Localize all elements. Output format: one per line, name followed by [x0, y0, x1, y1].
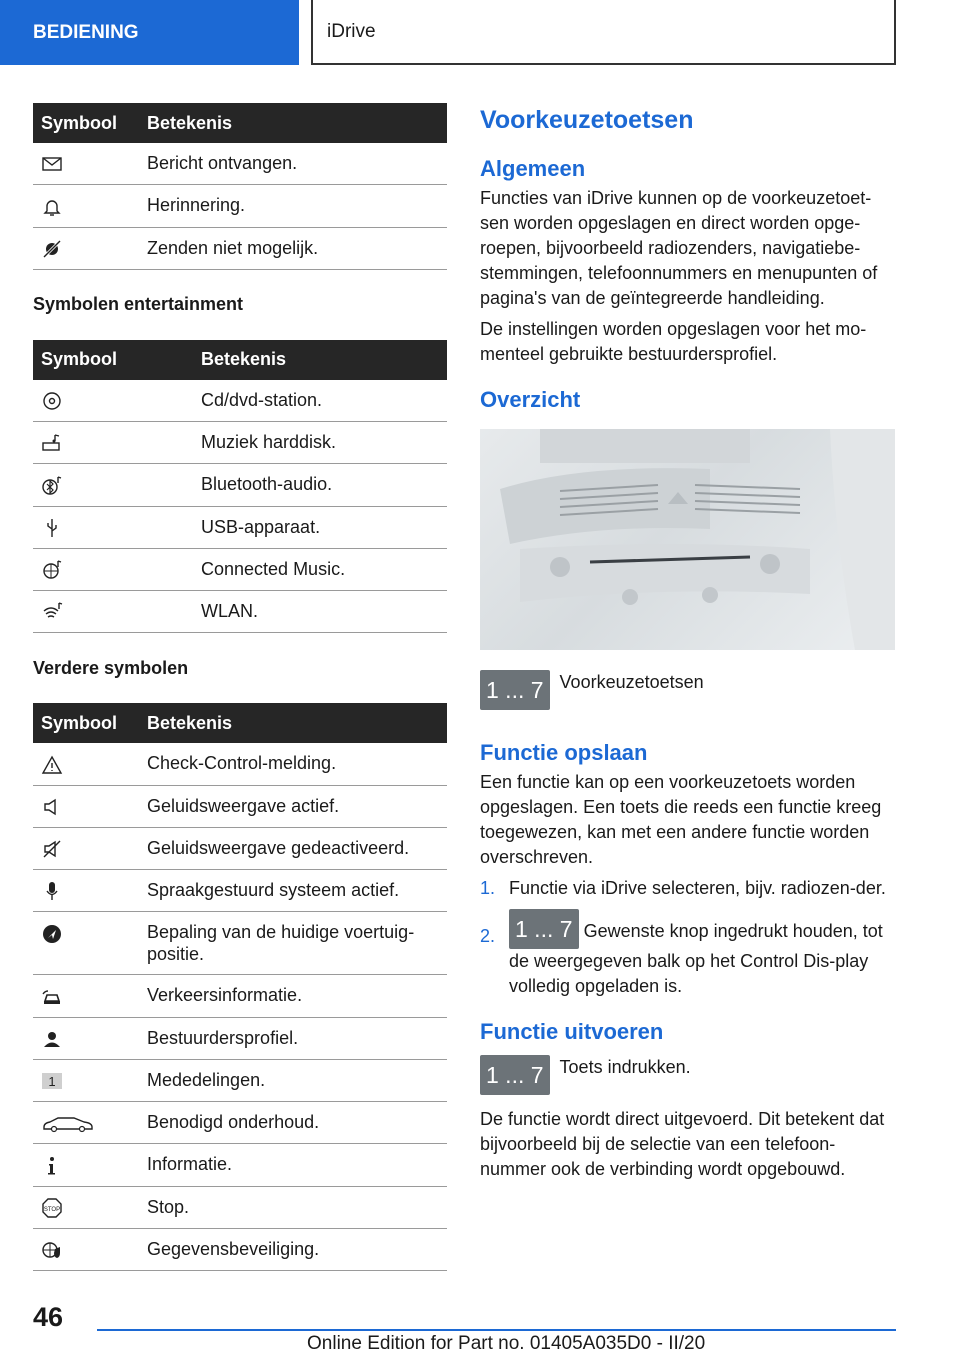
row-text: Zenden niet mogelijk. [139, 227, 447, 269]
section-heading-other: Verdere symbolen [33, 657, 189, 678]
row-text: Benodigd onderhoud. [139, 1102, 447, 1144]
table-row [33, 506, 447, 548]
save-steps [480, 876, 896, 999]
step-text: Functie via iDrive selecteren, bijv. radiozen-der. [509, 878, 886, 898]
table-row [33, 380, 447, 422]
general-paragraph-1: Functies van iDrive kunnen op de voorkeuzetoet-sen worden opgeslagen en direct worden opge-roepen, bijvoorbeeld radiozenders, navigatiebe-stemmingen, telefoonnummers en menupunten of pagina's van de geïntegreerde handleiding. [480, 188, 878, 308]
row-text: Verkeersinformatie. [139, 975, 447, 1017]
row-text: Stop. [139, 1186, 447, 1228]
heading-execute-function: Functie uitvoeren [480, 1019, 664, 1044]
bell-icon [41, 196, 63, 218]
svg-text:STOP: STOP [43, 1206, 61, 1213]
section-heading-entertainment: Symbolen entertainment [33, 294, 244, 315]
execute-paragraph: De functie wordt direct uitgevoerd. Dit betekent dat bijvoorbeeld bij de selectie van een telefoon-nummer ook de verbinding wordt opgebouwd. [480, 1109, 885, 1179]
page-title: Voorkeuzetoetsen [480, 106, 694, 134]
step-number: 1. [480, 878, 496, 898]
row-text: USB-apparaat. [193, 506, 447, 548]
row-text: Bestuurdersprofiel. [139, 1017, 447, 1059]
save-paragraph: Een functie kan op een voorkeuzetoets worden opgeslagen. Een toets die reeds een functie kreeg toegewezen, kan met een andere functie worden overschreven. [480, 772, 882, 867]
topic-title: iDrive [327, 20, 376, 42]
footer-divider [97, 1329, 896, 1331]
row-text: Bepaling van de huidige voertuig-positie. [139, 912, 447, 975]
speaker-muted-icon [41, 838, 63, 860]
data-protection-icon [41, 1239, 63, 1261]
col-header-symbol: Symbool [33, 340, 193, 380]
speaker-icon [41, 796, 63, 818]
general-paragraph-2: De instellingen worden opgeslagen voor het mo-menteel gebruikte bestuurdersprofiel. [480, 319, 867, 364]
table-row [33, 785, 447, 827]
table-row [33, 227, 447, 269]
stop-icon [41, 1197, 63, 1219]
row-text: Gegevensbeveiliging. [139, 1228, 447, 1270]
photo-caption: Voorkeuzetoetsen [559, 672, 704, 692]
message-number-label: 1 [48, 1074, 56, 1089]
usb-icon [41, 517, 63, 539]
driver-profile-icon [41, 1028, 63, 1050]
table-row [33, 591, 447, 633]
table-row [33, 870, 447, 912]
info-icon [41, 1155, 63, 1177]
disc-icon [41, 390, 63, 412]
col-header-meaning: Betekenis [139, 703, 447, 743]
col-header-meaning: Betekenis [193, 340, 447, 380]
microphone-icon [41, 880, 63, 902]
row-text: Geluidsweergave gedeactiveerd. [139, 827, 447, 869]
message-symbols-table [33, 103, 447, 270]
envelope-icon [41, 153, 63, 175]
topic-tab [311, 0, 896, 65]
row-text: Mededelingen. [139, 1059, 447, 1101]
table-row [33, 185, 447, 227]
connected-music-icon [41, 559, 63, 581]
heading-general: Algemeen [480, 156, 586, 181]
traffic-car-icon [41, 986, 63, 1008]
row-text: Geluidsweergave actief. [139, 785, 447, 827]
table-row [33, 1059, 447, 1101]
heading-save-function: Functie opslaan [480, 740, 648, 765]
right-column [480, 100, 896, 1182]
preset-keys-badge: 1 ... 7 [480, 1055, 550, 1095]
table-row [33, 912, 447, 975]
table-row [33, 1228, 447, 1270]
table-row [33, 1186, 447, 1228]
row-text: Cd/dvd-station. [193, 380, 447, 422]
row-text: Herinnering. [139, 185, 447, 227]
other-symbols-table [33, 703, 447, 1271]
table-row [33, 548, 447, 590]
row-text: Informatie. [139, 1144, 447, 1186]
dashboard-photo [480, 429, 895, 650]
no-transmission-icon [41, 238, 63, 260]
position-arrow-icon [41, 923, 63, 945]
table-row [33, 1144, 447, 1186]
list-item [480, 909, 896, 999]
car-service-icon [41, 1112, 95, 1134]
left-column [33, 103, 447, 1271]
page-number: 46 [33, 1302, 64, 1332]
warning-triangle-icon [41, 754, 63, 776]
footer-edition: Online Edition for Part no. 01405A035D0 - II/20 [307, 1333, 706, 1354]
table-row [33, 143, 447, 185]
table-row [33, 464, 447, 506]
table-row [33, 975, 447, 1017]
message-number-icon [41, 1070, 63, 1092]
entertainment-symbols-table [33, 340, 447, 634]
step-number: 2. [480, 926, 496, 946]
row-text: Spraakgestuurd systeem actief. [139, 870, 447, 912]
execute-text: Toets indrukken. [559, 1057, 691, 1077]
execute-row [480, 1055, 896, 1095]
section-tab [0, 0, 299, 65]
row-text: Check-Control-melding. [139, 743, 447, 785]
bluetooth-audio-icon [41, 475, 63, 497]
col-header-symbol: Symbool [33, 103, 139, 143]
row-text: Bluetooth-audio. [193, 464, 447, 506]
table-row [33, 1017, 447, 1059]
row-text: Connected Music. [193, 548, 447, 590]
row-text: Bericht ontvangen. [139, 143, 447, 185]
preset-keys-badge: 1 ... 7 [509, 909, 579, 949]
wlan-music-icon [41, 601, 63, 623]
section-title: BEDIENING [33, 21, 139, 43]
preset-keys-badge: 1 ... 7 [480, 670, 550, 710]
row-text: WLAN. [193, 591, 447, 633]
row-text: Muziek harddisk. [193, 422, 447, 464]
table-row [33, 743, 447, 785]
table-row [33, 1102, 447, 1144]
step-text: Gewenste knop ingedrukt houden, tot de weergegeven balk op het Control Dis-play volledig opgeladen is. [509, 921, 883, 996]
table-row [33, 827, 447, 869]
photo-caption-row [480, 670, 896, 710]
list-item [480, 876, 896, 901]
table-row [33, 422, 447, 464]
music-harddisk-icon [41, 432, 63, 454]
heading-overview: Overzicht [480, 387, 581, 412]
col-header-symbol: Symbool [33, 703, 139, 743]
col-header-meaning: Betekenis [139, 103, 447, 143]
